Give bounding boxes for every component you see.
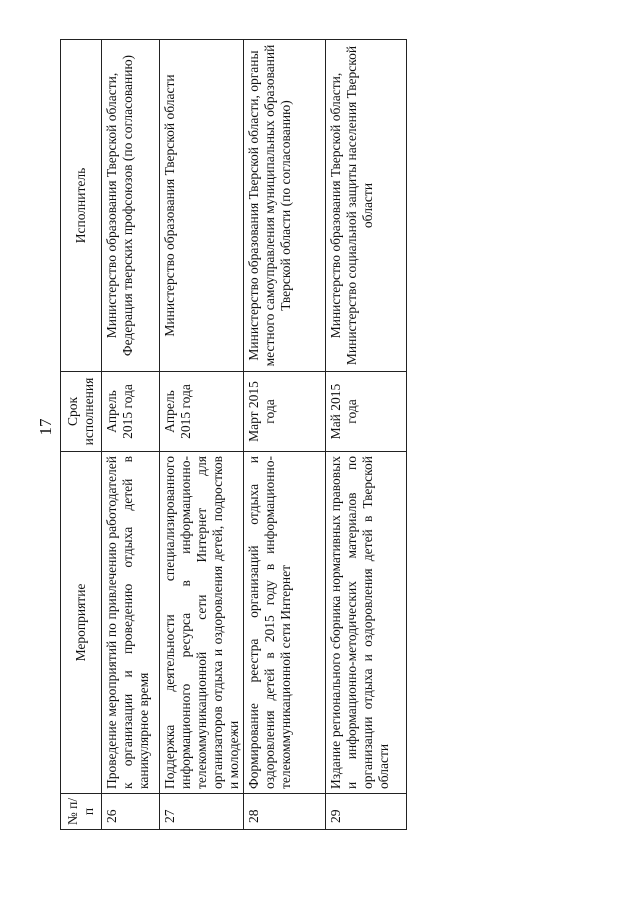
- row-activity: Издание регионального сборника нормативных правовых и информационно-методических материалов по организации отдыха и оздоровления детей в Тверской области: [326, 452, 407, 794]
- row-num: 27: [159, 794, 244, 830]
- table-header-row: [61, 40, 102, 830]
- rotated-table-frame: [60, 40, 405, 830]
- row-num: 28: [244, 794, 326, 830]
- row-num: 29: [326, 794, 407, 830]
- row-term: Апрель 2015 года: [159, 372, 244, 452]
- table-row: [101, 40, 159, 830]
- header-executor: Исполнитель: [61, 40, 102, 372]
- header-term: Срок исполнения: [61, 372, 102, 452]
- row-executor: Министерство образования Тверской области, Министерство социальной защиты населения Тверской области: [326, 40, 407, 372]
- row-activity: Формирование реестра организаций отдыха и оздоровления детей в 2015 году в информационно-телекоммуникационной сети Интернет: [244, 452, 326, 794]
- table-row: [159, 40, 244, 830]
- row-term: Апрель 2015 года: [101, 372, 159, 452]
- table-row: [244, 40, 326, 830]
- row-term: Май 2015 года: [326, 372, 407, 452]
- row-executor: Министерство образования Тверской области, Федерация тверских профсоюзов (по согласованию): [101, 40, 159, 372]
- page-number: 17: [36, 418, 55, 436]
- table-row: [326, 40, 407, 830]
- row-activity: Проведение мероприятий по привлечению работодателей к организации и проведению отдыха детей в каникулярное время: [101, 452, 159, 794]
- table-container: [60, 40, 405, 830]
- activities-table: [60, 39, 407, 830]
- row-executor: Министерство образования Тверской области, органы местного самоуправления муниципальных образований Тверской области (по согласованию): [244, 40, 326, 372]
- row-num: 26: [101, 794, 159, 830]
- row-executor: Министерство образования Тверской области: [159, 40, 244, 372]
- header-activity: Мероприятие: [61, 452, 102, 794]
- row-term: Март 2015 года: [244, 372, 326, 452]
- row-activity: Поддержка деятельности специализированного информационного ресурса в информационно-телекоммуникационной сети Интернет для организаторов отдыха и оздоровления детей, подростков и молодежи: [159, 452, 244, 794]
- header-num: № п/п: [61, 794, 102, 830]
